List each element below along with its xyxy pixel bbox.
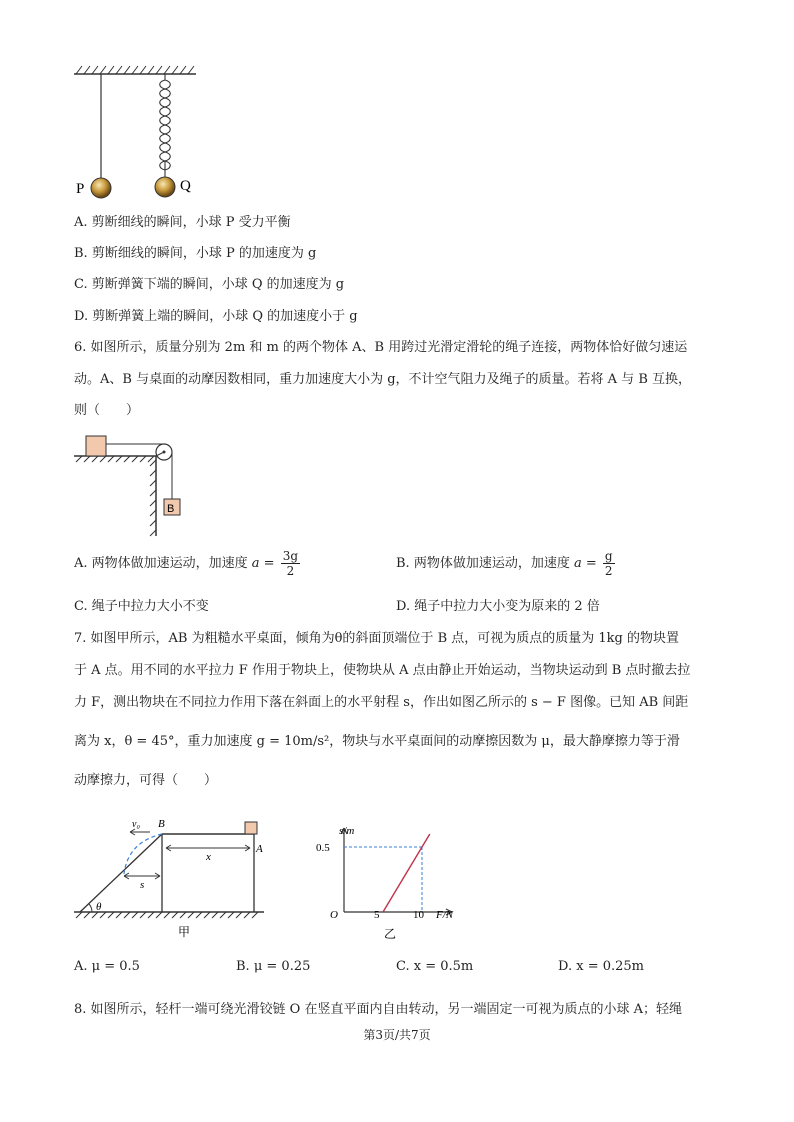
ceiling [74, 66, 196, 74]
spring [160, 74, 171, 177]
q7-option-b: B. μ = 0.25 [236, 959, 311, 974]
q6-stem-2: 动。A、B 与桌面的动摩因数相同，重力加速度大小为 g，不计空气阻力及绳子的质量。若将 A 与 B 互换， [74, 372, 691, 387]
q6-stem-3: 则（ ） [74, 403, 140, 418]
tick-label-y: 0.5 [316, 842, 330, 854]
q5-option-a: A. 剪断细线的瞬间，小球 P 受力平衡 [74, 215, 291, 230]
tick-label-x2: 10 [413, 909, 424, 921]
x-axis-label: F/N [436, 909, 454, 921]
label-b: B [167, 503, 175, 515]
block-a [86, 436, 106, 456]
label-v0: v₀ [132, 819, 140, 830]
y-axis-label: s/m [339, 825, 355, 837]
q7-figure-a [70, 812, 270, 940]
label-s: s [140, 879, 145, 891]
q6-figure [70, 430, 200, 540]
q6-option-d: D. 绳子中拉力大小变为原来的 2 倍 [396, 599, 600, 614]
table-surface [74, 456, 156, 536]
label-p: P [76, 181, 85, 197]
incline [80, 834, 162, 912]
q6-option-c: C. 绳子中拉力大小不变 [74, 599, 209, 614]
q6-option-a: A. 两物体做加速运动，加速度 a = $\frac{3g}{2}$ [74, 549, 299, 578]
label-x: x [206, 851, 211, 863]
q8-stem-1: 8. 如图所示，轻杆一端可绕光滑铰链 O 在竖直平面内自由转动，另一端固定一可视为质点的小球 A；轻绳 [74, 1002, 682, 1017]
label-q: Q [180, 178, 191, 194]
q7-figure-b [300, 800, 470, 940]
q7-stem-4: 离为 x，θ = 45°，重力加速度 g = 10m/s²，物块与水平桌面间的动摩擦因数为 μ，最大静摩擦力等于滑 [74, 734, 680, 749]
ball-p [91, 178, 111, 198]
label-a: A [256, 843, 263, 855]
q6-stem-1: 6. 如图所示，质量分别为 2m 和 m 的两个物体 A、B 用跨过光滑定滑轮的绳子连接，两物体恰好做匀速运 [74, 340, 688, 355]
label-b: B [158, 818, 165, 830]
page-footer: 第3页/共7页 [363, 1028, 431, 1042]
label-theta: θ [96, 901, 102, 913]
block [245, 822, 257, 834]
data-line [383, 834, 430, 912]
q5-figure [70, 62, 210, 202]
q6-option-b: B. 两物体做加速运动，加速度 a = $\frac{g}{2}$ [396, 549, 613, 578]
q7-option-d: D. x = 0.25m [558, 959, 644, 974]
ball-q [155, 177, 175, 197]
tick-label-x1: 5 [374, 909, 380, 921]
caption-a: 甲 [178, 925, 191, 939]
q5-option-c: C. 剪断弹簧下端的瞬间，小球 Q 的加速度为 g [74, 277, 345, 292]
q7-stem-5: 动摩擦力，可得（ ） [74, 773, 218, 788]
caption-b: 乙 [384, 927, 397, 941]
q7-option-a: A. μ = 0.5 [74, 959, 140, 974]
theta-arc [89, 904, 92, 912]
q7-stem-2: 于 A 点。用不同的水平拉力 F 作用于物块上，使物块从 A 点由静止开始运动，当物块运动到 B 点时撤去拉 [74, 663, 691, 678]
ground [74, 912, 264, 918]
q5-option-d: D. 剪断弹簧上端的瞬间，小球 Q 的加速度小于 g [74, 309, 358, 324]
q7-stem-3: 力 F，测出物块在不同拉力作用下落在斜面上的水平射程 s，作出如图乙所示的 s − F 图像。已知 AB 间距 [74, 695, 689, 710]
q7-stem-1: 7. 如图甲所示，AB 为粗糙水平桌面，倾角为θ的斜面顶端位于 B 点，可视为质点的质量为 1kg 的物块置 [74, 631, 679, 646]
q7-option-c: C. x = 0.5m [396, 959, 474, 974]
q5-option-b: B. 剪断细线的瞬间，小球 P 的加速度为 g [74, 246, 317, 261]
origin-label: O [330, 909, 338, 921]
